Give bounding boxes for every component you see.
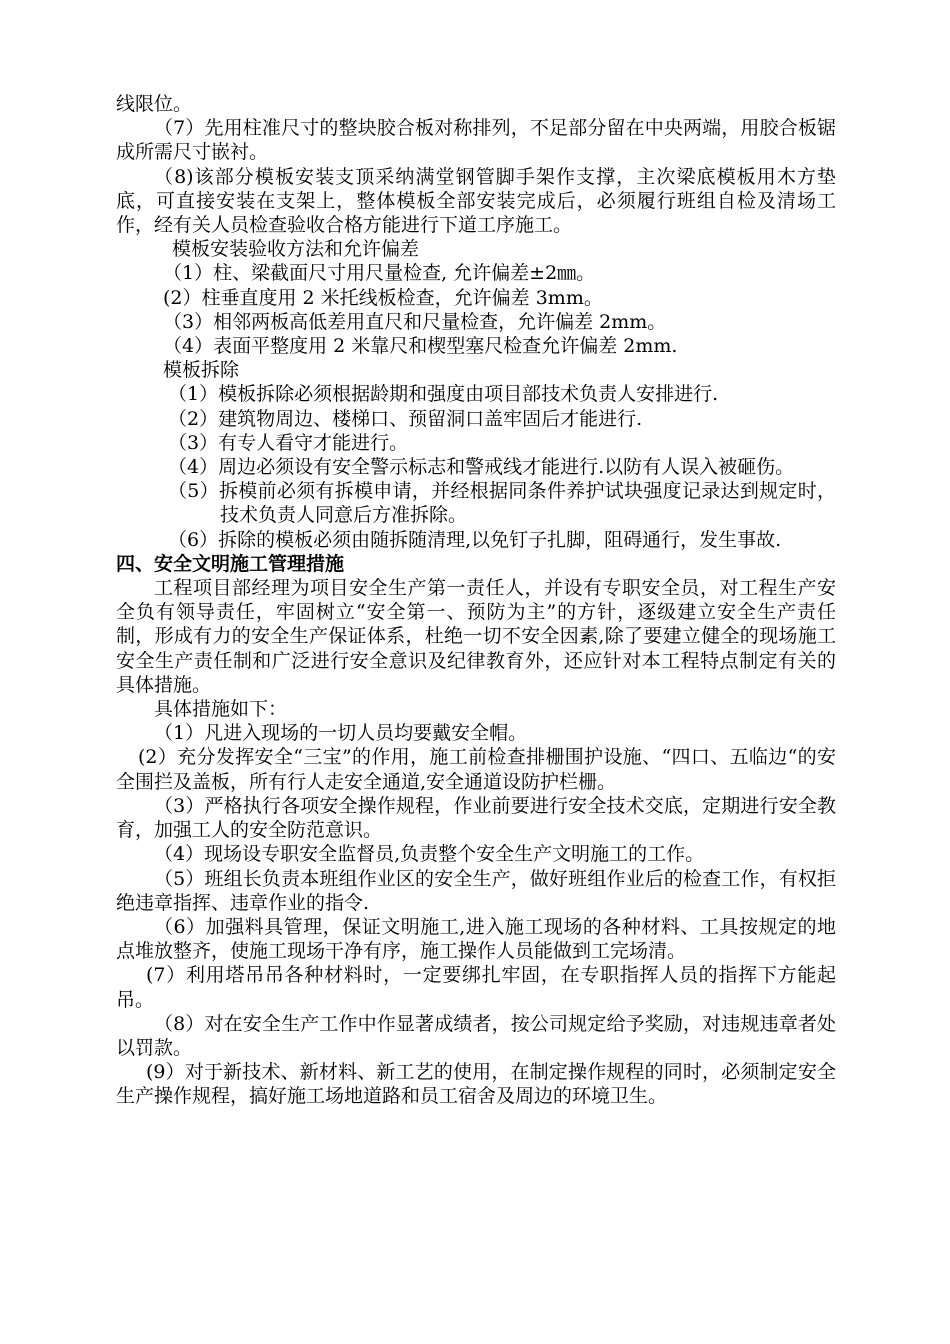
- subheading-acceptance: 模板安装验收方法和允许偏差: [172, 238, 420, 261]
- paragraph-continuation: 线限位。: [116, 93, 193, 115]
- paragraph-measures-label: 具体措施如下：: [154, 698, 288, 721]
- measure-item-7: (7）利用塔吊吊各种材料时，一定要绑扎牢固，在专职指挥人员的指挥下方能起吊。: [116, 964, 836, 1011]
- removal-item-2: （2）建筑物周边、楼梯口、预留洞口盖牢固后才能进行.: [168, 407, 643, 430]
- subheading-removal: 模板拆除: [163, 359, 240, 382]
- document-body: [116, 92, 836, 1109]
- measure-item-1: （1）凡进入现场的一切人员均要戴安全帽。: [154, 722, 528, 745]
- measure-item-9: (9）对于新技术、新材料、新工艺的使用，在制定操作规程的同时，必须制定安全生产操作规程，搞好施工场地道路和员工宿舍及周边的环境卫生。: [116, 1061, 836, 1108]
- removal-item-3: （3）有专人看守才能进行。: [168, 431, 409, 454]
- measure-item-5: （5）班组长负责本班组作业区的安全生产，做好班组作业后的检查工作，有权拒绝违章指挥、违章作业的指令.: [116, 867, 836, 914]
- removal-item-4: （4）周边必须设有安全警示标志和警戒线才能进行.以防有人误入被砸伤。: [168, 456, 795, 479]
- acceptance-item-3: （3）相邻两板高低差用直尺和尺量检查，允许偏差 2mm。: [163, 310, 667, 333]
- paragraph-step-7: （7）先用柱准尺寸的整块胶合板对称排列，不足部分留在中央两端，用胶合板锯成所需尺寸嵌衬。: [116, 117, 836, 164]
- paragraph-step-8: （8)该部分模板安装支顶采纳满堂钢管脚手架作支撑，主次梁底模板用木方垫底，可直接安装在支架上，整体模板全部安装完成后，必须履行班组自检及清场工作，经有关人员检查验收合格方能进行下道工序施工。: [116, 165, 836, 237]
- removal-item-1: （1）模板拆除必须根据龄期和强度由项目部技术负责人安排进行.: [168, 383, 719, 406]
- acceptance-item-2: (2）柱垂直度用 2 米托线板检查，允许偏差 3mm。: [163, 286, 603, 309]
- removal-item-5: （5）拆模前必须有拆模申请，并经根据同条件养护试块强度记录达到规定时，技术负责人同意后方准拆除。: [168, 480, 836, 527]
- acceptance-item-1: （1）柱、梁截面尺寸用尺量检查, 允许偏差±2㎜。: [163, 262, 596, 285]
- measure-item-3: （3）严格执行各项安全操作规程，作业前要进行安全技术交底，定期进行安全教育，加强工人的安全防范意识。: [116, 794, 836, 842]
- measure-item-8: （8）对在安全生产工作中作显著成绩者，按公司规定给予奖励，对违规违章者处以罚款。: [116, 1012, 836, 1059]
- measure-item-2: (2）充分发挥安全“三宝”的作用，施工前检查排栅围护设施、“四口、五临边“的安全围拦及盖板，所有行人走安全通道,安全通道设防护栏栅。: [116, 746, 836, 793]
- measure-item-4: （4）现场设专职安全监督员,负责整个安全生产文明施工的工作。: [154, 843, 705, 866]
- acceptance-item-4: （4）表面平整度用 2 米靠尺和楔型塞尺检查允许偏差 2mm.: [163, 335, 678, 358]
- paragraph-safety-intro: 工程项目部经理为项目安全生产第一责任人，并设有专职安全员，对工程生产安全负有领导责任，牢固树立“安全第一、预防为主”的方针，逐级建立安全生产责任制，形成有力的安全生产保证体系，杜绝一切不安全因素,除了要建立健全的现场施工安全生产责任制和广泛进行安全意识及纪律教育外，还应针对本工程特点制定有关的具体措施。: [116, 577, 836, 696]
- measure-item-6: （6）加强料具管理，保证文明施工,进入施工现场的各种材料、工具按规定的地点堆放整齐，使施工现场干净有序，施工操作人员能做到工完场清。: [116, 915, 836, 963]
- section-heading-safety: 四、安全文明施工管理措施: [116, 552, 345, 575]
- removal-item-6: （6）拆除的模板必须由随拆随清理,以免钉子扎脚，阻碍通行，发生事故.: [168, 528, 782, 551]
